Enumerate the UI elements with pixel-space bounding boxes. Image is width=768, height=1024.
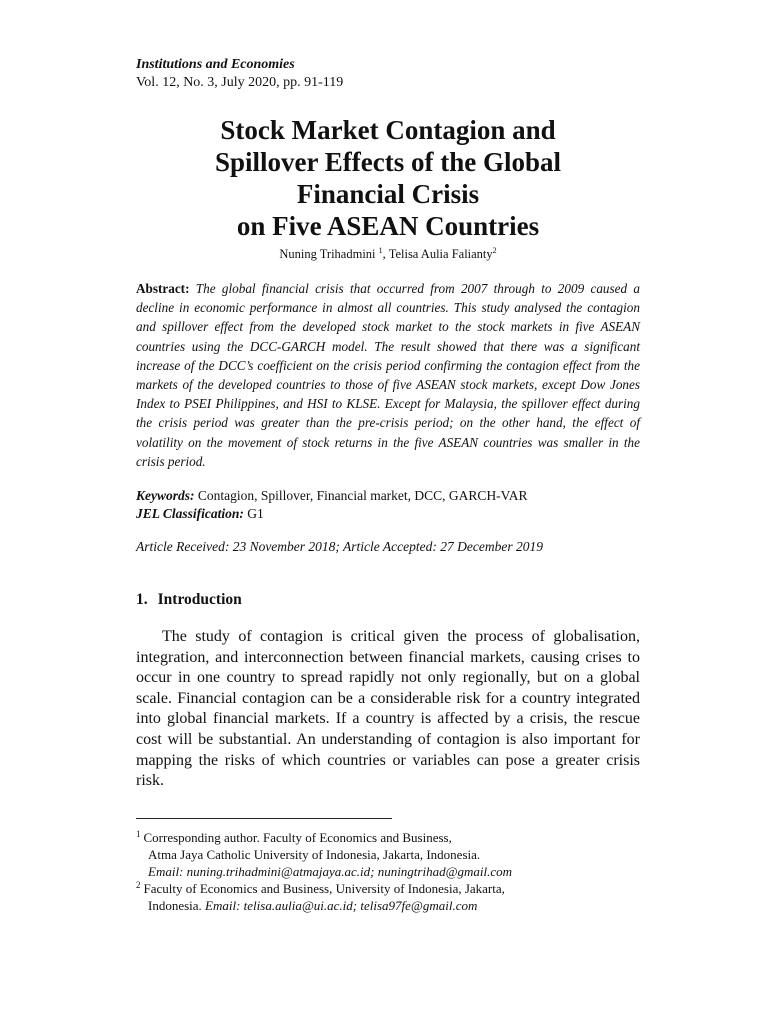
footnote-2 xyxy=(136,877,656,914)
abstract-text: The global financial crisis that occurred from 2007 through to 2009 caused a decline in economic performance in almost all countries. This study analysed the contagion and spillover effect from the developed stock market to the stock markets in five ASEAN countries using the DCC-GARCH model. The result showed that there was a significant increase of the DCC’s coefficient on the crisis period confirming the contagion effect from the markets of the developed countries to those of five ASEAN stock markets, except Dow Jones Index to PSEI Philippines, and HSI to KLSE. Except for Malaysia, the spillover effect during the crisis period was greater than the pre-crisis period; on the other hand, the effect of volatility on the movement of stock returns in the five ASEAN countries was smaller in the crisis period. xyxy=(136,281,640,469)
author-list xyxy=(136,243,640,262)
section-number: 1. xyxy=(136,591,148,608)
title-line-2: Spillover Effects of the Global xyxy=(215,147,561,177)
article-dates: Article Received: 23 November 2018; Article Accepted: 27 December 2019 xyxy=(136,539,543,554)
author-separator: , xyxy=(382,247,389,262)
section-title: Introduction xyxy=(157,591,242,608)
jel-line xyxy=(136,505,656,523)
journal-header xyxy=(136,56,343,92)
keywords-block xyxy=(136,487,656,523)
journal-name: Institutions and Economies xyxy=(136,57,295,72)
abstract-label: Abstract: xyxy=(136,281,190,296)
jel-label: JEL Classification: xyxy=(136,506,244,521)
footnote-1-text-1: Corresponding author. Faculty of Economics and Business, xyxy=(143,830,452,846)
footnote-2-mark: 2 xyxy=(136,880,141,890)
title-line-4: on Five ASEAN Countries xyxy=(236,211,540,241)
footnote-2-email: Email: telisa.aulia@ui.ac.id; telisa97fe@gmail.com xyxy=(205,898,478,914)
footnote-1-line-1 xyxy=(136,830,452,845)
footnote-2-line-2 xyxy=(136,897,656,914)
author-2-affiliation-mark: 2 xyxy=(492,246,497,255)
footnote-2-text-1: Faculty of Economics and Business, University of Indonesia, Jakarta, xyxy=(143,881,505,897)
intro-paragraph: The study of contagion is critical given the process of globalisation, integration, and interconnection between financial markets, causing crises to occur in one country to spread rapidly not only regionally, but on a global scale. Financial contagion can be a considerable risk for a country integrated into global financial markets. If a country is affected by a crisis, the rescue cost will be substantial. An understanding of contagion is also important for mapping the risks of which countries or variables can pose a greater crisis risk. xyxy=(136,628,640,790)
section-heading xyxy=(136,591,242,609)
footnote-divider xyxy=(136,818,392,819)
footnote-2-line-1 xyxy=(136,881,505,896)
abstract xyxy=(136,279,640,471)
footnote-1-mark: 1 xyxy=(136,829,141,839)
keywords-line xyxy=(136,487,656,505)
author-1: Nuning Trihadmini xyxy=(279,247,376,262)
paper-title xyxy=(136,114,640,242)
jel-text: G1 xyxy=(247,506,264,521)
title-line-1: Stock Market Contagion and xyxy=(220,115,556,145)
keywords-text: Contagion, Spillover, Financial market, DCC, GARCH-VAR xyxy=(197,488,528,503)
footnote-2-text-2: Indonesia. xyxy=(148,898,206,914)
title-line-3: Financial Crisis xyxy=(296,179,480,209)
footnote-1 xyxy=(136,826,656,880)
author-1-affiliation-mark: 1 xyxy=(378,246,383,255)
keywords-label: Keywords: xyxy=(136,488,195,503)
journal-volume: Vol. 12, No. 3, July 2020, pp. 91-119 xyxy=(136,75,344,90)
author-2: Telisa Aulia Falianty xyxy=(388,247,493,262)
footnote-1-line-2: Atma Jaya Catholic University of Indonesia, Jakarta, Indonesia. xyxy=(148,847,481,863)
footnote-1-email: Email: nuning.trihadmini@atmajaya.ac.id; nuningtrihad@gmail.com xyxy=(148,864,513,880)
